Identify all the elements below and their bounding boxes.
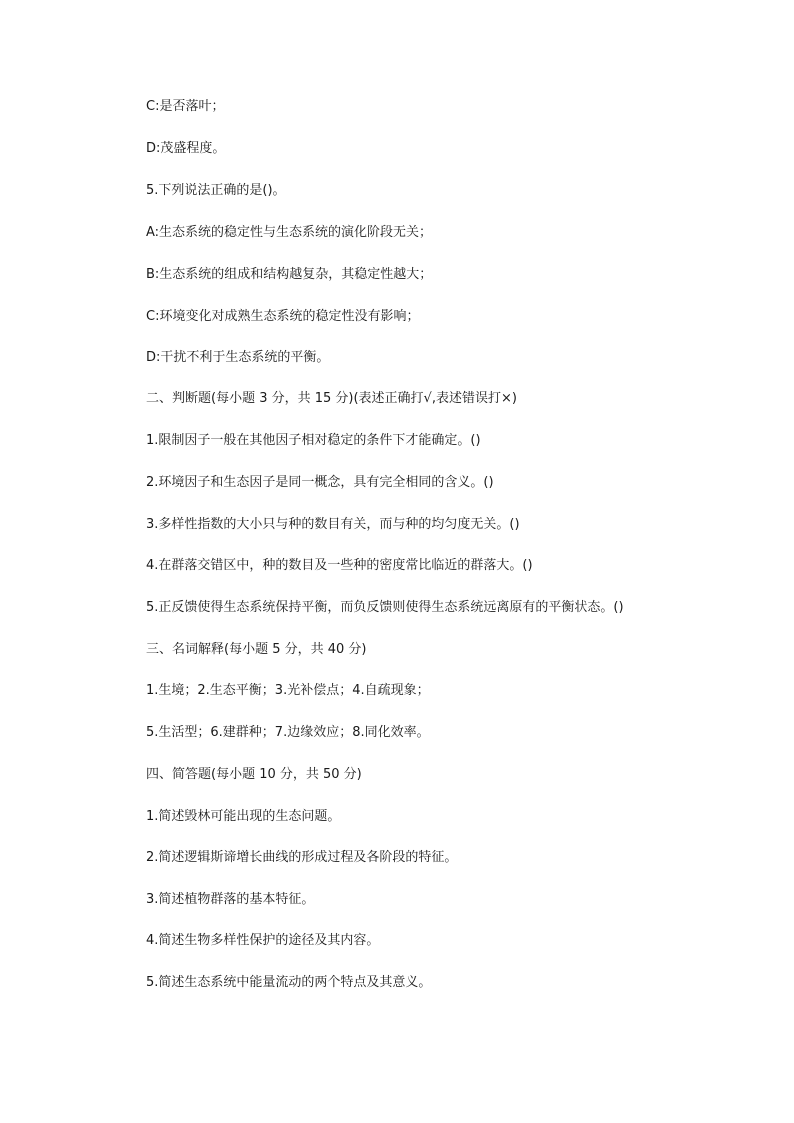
true-false-item-1: 1.限制因子一般在其他因子相对稳定的条件下才能确定。() — [146, 433, 481, 448]
short-answer-item-2: 2.简述逻辑斯谛增长曲线的形成过程及各阶段的特征。 — [146, 850, 458, 865]
short-answer-item-5: 5.简述生态系统中能量流动的两个特点及其意义。 — [146, 975, 432, 990]
option-d-luxuriance: D:茂盛程度。 — [146, 141, 226, 156]
option-c-deciduous: C:是否落叶； — [146, 99, 225, 114]
section-3-heading: 三、名词解释(每小题 5 分，共 40 分) — [146, 642, 367, 657]
true-false-item-2: 2.环境因子和生态因子是同一概念，具有完全相同的含义。() — [146, 475, 494, 490]
question-5-stem: 5.下列说法正确的是()。 — [146, 183, 286, 198]
question-5-option-c: C:环境变化对成熟生态系统的稳定性没有影响； — [146, 309, 420, 324]
question-5-option-d: D:干扰不利于生态系统的平衡。 — [146, 350, 330, 365]
term-list-2: 5.生活型；6.建群种；7.边缘效应；8.同化效率。 — [146, 725, 430, 740]
true-false-item-4: 4.在群落交错区中，种的数目及一些种的密度常比临近的群落大。() — [146, 558, 533, 573]
question-5-option-b: B:生态系统的组成和结构越复杂，其稳定性越大； — [146, 267, 433, 282]
short-answer-item-1: 1.简述毁林可能出现的生态问题。 — [146, 809, 341, 824]
question-5-option-a: A:生态系统的稳定性与生态系统的演化阶段无关； — [146, 225, 433, 240]
true-false-item-3: 3.多样性指数的大小只与种的数目有关，而与种的均匀度无关。() — [146, 517, 520, 532]
short-answer-item-4: 4.简述生物多样性保护的途径及其内容。 — [146, 933, 380, 948]
short-answer-item-3: 3.简述植物群落的基本特征。 — [146, 892, 315, 907]
term-list-1: 1.生境；2.生态平衡；3.光补偿点；4.自疏现象； — [146, 683, 430, 698]
section-2-heading: 二、判断题(每小题 3 分，共 15 分)(表述正确打√,表述错误打×) — [146, 391, 517, 406]
section-4-heading: 四、简答题(每小题 10 分，共 50 分) — [146, 767, 362, 782]
true-false-item-5: 5.正反馈使得生态系统保持平衡，而负反馈则使得生态系统远离原有的平衡状态。() — [146, 600, 624, 615]
